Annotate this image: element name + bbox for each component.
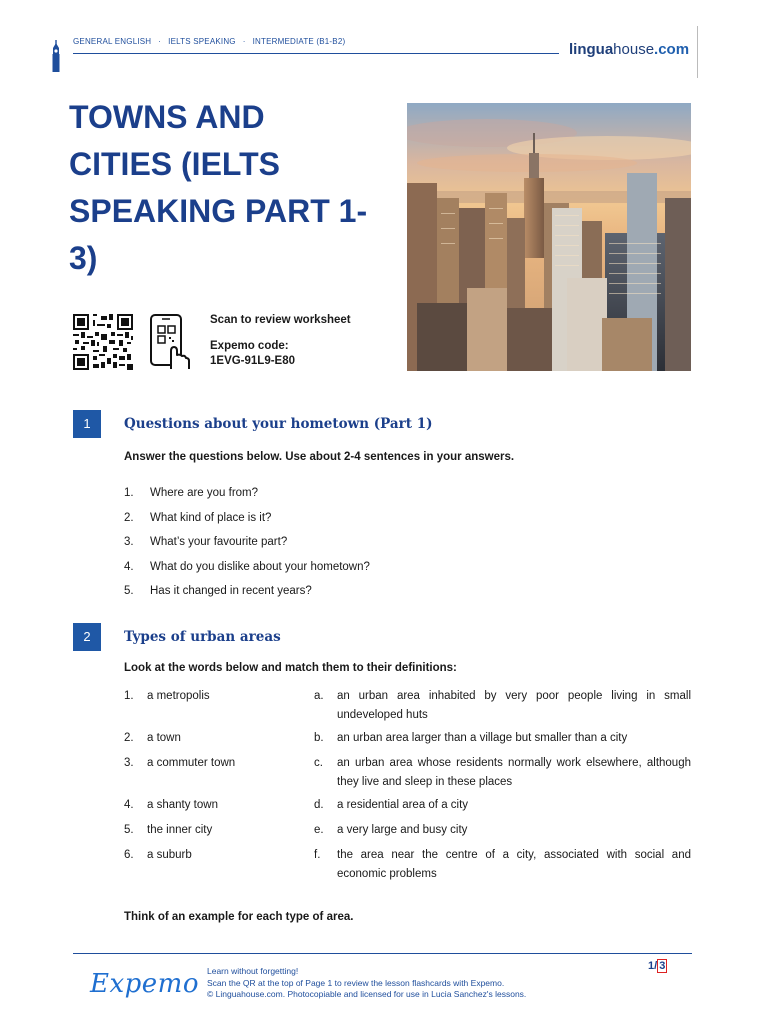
footer-divider: [73, 953, 692, 954]
question-text: Has it changed in recent years?: [150, 585, 312, 597]
list-item: [124, 536, 370, 561]
brand-suffix: .com: [654, 41, 690, 58]
definition-letter: c.: [314, 757, 323, 769]
definition-letter: b.: [314, 732, 324, 744]
definition-letter: f.: [314, 849, 321, 861]
word: a commuter town: [147, 757, 236, 769]
section-2-footer-instruction: Think of an example for each type of area.: [124, 911, 354, 923]
definition: an urban area inhabited by very poor people living in small undeveloped huts: [337, 690, 691, 721]
list-item: [124, 585, 370, 610]
breadcrumb-separator: ·: [158, 37, 162, 46]
definition: an urban area larger than a village but smaller than a city: [337, 732, 628, 744]
city-skyline-image: [407, 103, 691, 371]
definition: the area near the centre of a city, associated with social and economic problems: [337, 849, 691, 880]
definition-letter: e.: [314, 824, 324, 836]
footer-text: [207, 966, 526, 1001]
breadcrumb-item: INTERMEDIATE (B1-B2): [252, 37, 346, 46]
brand-bold: lingua: [569, 41, 614, 58]
definition: a residential area of a city: [337, 799, 469, 811]
word-number: 2.: [124, 732, 134, 744]
section-1-number: 1: [73, 410, 101, 438]
list-item: [124, 487, 370, 512]
word-number: 4.: [124, 799, 134, 811]
word: a shanty town: [147, 799, 218, 811]
expemo-code-label: Expemo code:: [210, 340, 289, 352]
question-number: 4.: [124, 560, 134, 573]
expemo-logo[interactable]: Expemo: [90, 969, 199, 999]
page-title: TOWNS AND CITIES (IELTS SPEAKING PART 1-3): [69, 99, 368, 276]
question-number: 3.: [124, 536, 134, 548]
word: a metropolis: [147, 690, 210, 702]
breadcrumb: [73, 37, 345, 46]
page-number: [648, 960, 667, 972]
word-number: 3.: [124, 757, 134, 769]
question-number: 1.: [124, 487, 134, 499]
breadcrumb-item: GENERAL ENGLISH: [73, 37, 152, 46]
question-list: [124, 487, 370, 610]
brand-light: house: [613, 41, 655, 58]
section-2-instruction: Look at the words below and match them to their definitions:: [124, 662, 457, 674]
definition-letter: d.: [314, 799, 324, 811]
question-text: What do you dislike about your hometown?: [150, 560, 370, 573]
question-number: 2.: [124, 511, 134, 524]
footer-scan-note: Scan the QR at the top of Page 1 to review the lesson flashcards with Expemo.: [207, 977, 505, 988]
section-2-number: 2: [73, 623, 101, 651]
page-edge-line: [697, 26, 698, 78]
header-divider: [73, 53, 559, 54]
section-1-instruction: Answer the questions below. Use about 2-4 sentences in your answers.: [124, 451, 515, 463]
expemo-code: 1EVG-91L9-E80: [210, 355, 296, 367]
brand-logo[interactable]: [569, 41, 689, 58]
question-text: Where are you from?: [150, 487, 259, 499]
word-number: 6.: [124, 849, 134, 861]
question-text: What kind of place is it?: [150, 511, 272, 524]
phone-scan-icon: [149, 313, 191, 371]
definition-letter: a.: [314, 690, 324, 702]
word: a suburb: [147, 849, 192, 861]
page-separator: /: [654, 960, 658, 972]
big-ben-icon: [50, 40, 62, 72]
footer-copyright: © Linguahouse.com. Photocopiable and licensed for use in Lucia Sanchez's lessons.: [207, 989, 527, 999]
question-number: 5.: [124, 585, 134, 597]
definition: an urban area whose residents normally work elsewhere, although they live and sleep in these places: [337, 757, 691, 788]
list-item: [124, 512, 370, 537]
footer-tagline: Learn without forgetting!: [207, 966, 299, 976]
word-number: 5.: [124, 824, 134, 836]
scan-review-label: Scan to review worksheet: [210, 314, 351, 326]
current-page: 1: [648, 960, 655, 972]
scan-info: [210, 313, 351, 369]
breadcrumb-item: IELTS SPEAKING: [168, 37, 236, 46]
section-1-title: Questions about your hometown (Part 1): [124, 416, 433, 432]
word-number: 1.: [124, 690, 134, 702]
total-pages[interactable]: 3: [659, 960, 666, 972]
question-text: What’s your favourite part?: [150, 536, 288, 548]
definition: a very large and busy city: [337, 824, 468, 836]
qr-code-icon[interactable]: [73, 314, 133, 370]
word: a town: [147, 732, 181, 744]
breadcrumb-separator: ·: [242, 37, 246, 46]
section-2-title: Types of urban areas: [124, 629, 281, 645]
word: the inner city: [147, 824, 213, 836]
list-item: [124, 561, 370, 586]
